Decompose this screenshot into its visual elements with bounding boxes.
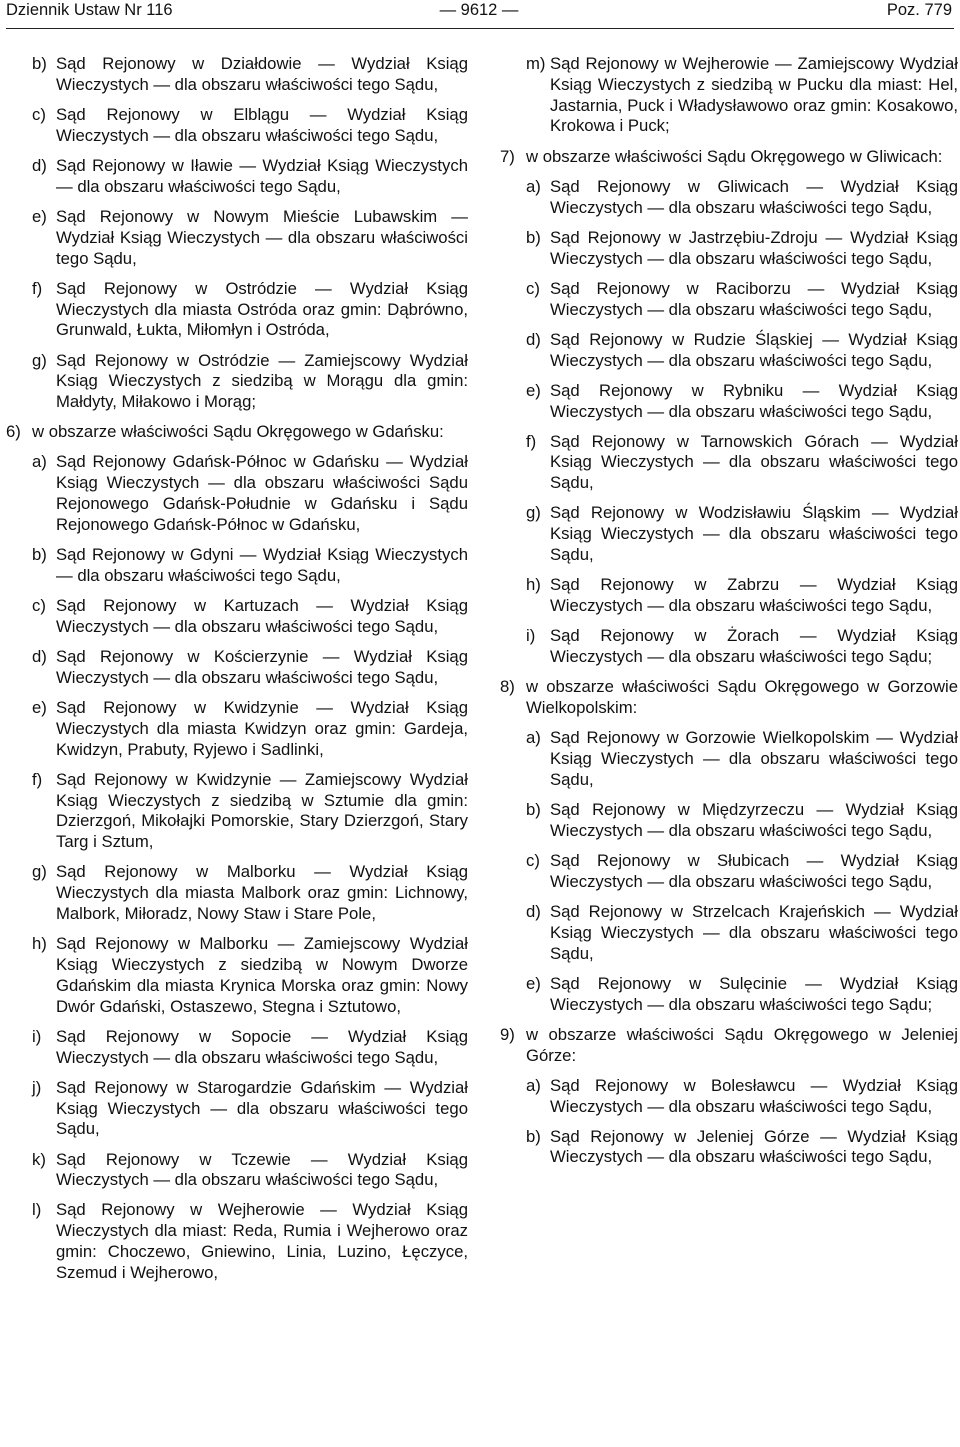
item-text: Sąd Rejonowy w Starogardzie Gdańskim — Wydział Ksiąg Wieczystych — dla obszaru właściwości tego Sądu,	[56, 1077, 468, 1139]
item-text: Sąd Rejonowy w Zabrzu — Wydział Ksiąg Wieczystych — dla obszaru właściwości tego Sądu,	[550, 575, 958, 616]
item-label: d)	[32, 155, 47, 175]
item-text: Sąd Rejonowy w Wejherowie — Wydział Ksiąg Wieczystych dla miast: Reda, Rumia i Wejherowo oraz gmin: Choczewo, Gniewino, Linia, Luzino, Łęczyce, Szemud i Wejherowo,	[56, 1200, 468, 1282]
list-item	[6, 1027, 468, 1069]
item-label: a)	[526, 176, 541, 196]
item-text: Sąd Rejonowy w Kwidzynie — Zamiejscowy Wydział Ksiąg Wieczystych z siedzibą w Sztumie dla gmin: Dzierzgoń, Mikołajki Pomorskie, Stary Dzierzgoń, Stary Targ i Sztum,	[56, 769, 468, 852]
list-item	[6, 156, 468, 198]
item-label: b)	[526, 227, 541, 247]
list-item	[500, 728, 958, 790]
item-label: e)	[526, 973, 541, 993]
item-label: g)	[32, 862, 47, 882]
item-text: Sąd Rejonowy w Ostródzie — Wydział Ksiąg Wieczystych dla miasta Ostróda oraz gmin: Dąbrówno, Grunwald, Łukta, Miłomłyn i Ostróda,	[56, 278, 468, 340]
item-text: Sąd Rejonowy w Iławie — Wydział Ksiąg Wieczystych — dla obszaru właściwości tego Sądu,	[56, 155, 468, 196]
right-column	[500, 54, 958, 1178]
item-label: e)	[526, 380, 541, 400]
list-item	[6, 351, 468, 413]
list-item	[500, 800, 958, 842]
list-item	[6, 54, 468, 96]
item-text: Sąd Rejonowy w Rudzie Śląskiej — Wydział Ksiąg Wieczystych — dla obszaru właściwości tego Sądu,	[550, 329, 958, 370]
item-label: e)	[32, 698, 47, 718]
item-text: Sąd Rejonowy w Międzyrzeczu — Wydział Ksiąg Wieczystych — dla obszaru właściwości tego Sądu,	[550, 799, 958, 840]
list-item	[6, 770, 468, 853]
item-text: Sąd Rejonowy w Ostródzie — Zamiejscowy Wydział Ksiąg Wieczystych z siedzibą w Morągu dla gmin: Małdyty, Miłakowo i Morąg;	[56, 350, 468, 412]
list-item	[6, 105, 468, 147]
item-text: Sąd Rejonowy w Tarnowskich Górach — Wydział Ksiąg Wieczystych — dla obszaru właściwości tego Sądu,	[550, 431, 958, 493]
item-label: j)	[32, 1077, 42, 1097]
item-label: f)	[526, 431, 537, 451]
list-item	[6, 934, 468, 1017]
item-label: a)	[32, 452, 47, 472]
section-heading	[500, 1025, 958, 1067]
item-text: Sąd Rejonowy w Działdowie — Wydział Ksiąg Wieczystych — dla obszaru właściwości tego Sądu,	[56, 54, 468, 94]
list-item	[6, 279, 468, 341]
item-text: Sąd Rejonowy w Malborku — Wydział Ksiąg Wieczystych dla miasta Malbork oraz gmin: Lichnowy, Malbork, Miłoradz, Nowy Staw i Stare Pole,	[56, 862, 468, 923]
header-divider	[6, 28, 954, 29]
item-label: d)	[32, 647, 47, 667]
list-item	[500, 1127, 958, 1169]
item-text: Sąd Rejonowy w Gliwicach — Wydział Ksiąg Wieczystych — dla obszaru właściwości tego Sądu,	[550, 176, 958, 217]
list-item	[500, 851, 958, 893]
list-item	[6, 596, 468, 638]
item-text: Sąd Rejonowy w Strzelcach Krajeńskich — Wydział Ksiąg Wieczystych — dla obszaru właściwości tego Sądu,	[550, 901, 958, 963]
item-text: Sąd Rejonowy w Żorach — Wydział Ksiąg Wieczystych — dla obszaru właściwości tego Sądu;	[550, 626, 958, 667]
list-item	[6, 1078, 468, 1140]
list-item	[500, 974, 958, 1016]
item-text: Sąd Rejonowy w Sopocie — Wydział Ksiąg Wieczystych — dla obszaru właściwości tego Sądu,	[56, 1026, 468, 1067]
item-label: e)	[32, 206, 47, 226]
item-text: Sąd Rejonowy Gdańsk-Północ w Gdańsku — Wydział Ksiąg Wieczystych — dla obszaru właściwości Sądu Rejonowego Gdańsk-Południe w Gdańsku i Sądu Rejonowego Gdańsk-Północ w Gdańsku,	[56, 452, 468, 534]
section-heading	[500, 147, 958, 168]
item-label: k)	[32, 1149, 46, 1169]
section-number: 8)	[500, 677, 515, 697]
item-label: h)	[32, 934, 47, 954]
item-label: c)	[526, 278, 540, 298]
item-text: Sąd Rejonowy w Kartuzach — Wydział Ksiąg Wieczystych — dla obszaru właściwości tego Sądu,	[56, 596, 468, 636]
item-text: Sąd Rejonowy w Rybniku — Wydział Ksiąg Wieczystych — dla obszaru właściwości tego Sądu,	[550, 380, 958, 421]
item-label: c)	[526, 850, 540, 870]
item-text: Sąd Rejonowy w Kwidzynie — Wydział Ksiąg Wieczystych dla miasta Kwidzyn oraz gmin: Gardeja, Kwidzyn, Prabuty, Ryjewo i Sadlinki,	[56, 698, 468, 759]
page-number: — 9612 —	[439, 1, 519, 19]
item-label: d)	[526, 329, 541, 349]
list-item	[6, 647, 468, 689]
item-label: h)	[526, 575, 541, 595]
list-item	[6, 698, 468, 760]
list-item	[500, 902, 958, 964]
item-label: d)	[526, 901, 541, 921]
item-label: b)	[526, 799, 541, 819]
item-text: Sąd Rejonowy w Jastrzębiu-Zdroju — Wydział Ksiąg Wieczystych — dla obszaru właściwości tego Sądu,	[550, 227, 958, 268]
item-label: a)	[526, 728, 541, 748]
list-item	[500, 177, 958, 219]
item-label: g)	[526, 503, 541, 523]
section-heading	[6, 422, 468, 443]
item-text: Sąd Rejonowy w Słubicach — Wydział Ksiąg Wieczystych — dla obszaru właściwości tego Sądu,	[550, 850, 958, 891]
left-column	[6, 54, 468, 1293]
list-item	[6, 862, 468, 924]
list-item	[500, 54, 958, 137]
item-text: Sąd Rejonowy w Nowym Mieście Lubawskim — Wydział Ksiąg Wieczystych — dla obszaru właściwości tego Sądu,	[56, 206, 468, 268]
item-text: Sąd Rejonowy w Elblągu — Wydział Ksiąg Wieczystych — dla obszaru właściwości tego Sądu,	[56, 104, 468, 145]
list-item	[500, 503, 958, 565]
item-label: f)	[32, 278, 43, 298]
item-label: b)	[32, 545, 47, 565]
item-text: Sąd Rejonowy w Malborku — Zamiejscowy Wydział Ksiąg Wieczystych z siedzibą w Nowym Dworze Gdańskim dla miasta Krynica Morska oraz gmin: Nowy Dwór Gdański, Ostaszewo, Stegna i Sztutowo,	[56, 934, 468, 1016]
section-heading	[500, 677, 958, 719]
item-text: Sąd Rejonowy w Sulęcinie — Wydział Ksiąg Wieczystych — dla obszaru właściwości tego Sądu;	[550, 973, 958, 1014]
list-item	[6, 1200, 468, 1283]
item-label: f)	[32, 769, 43, 789]
item-label: i)	[32, 1026, 42, 1046]
list-item	[500, 228, 958, 270]
list-item	[6, 452, 468, 535]
list-item	[500, 432, 958, 494]
item-label: c)	[32, 104, 46, 124]
item-text: Sąd Rejonowy w Tczewie — Wydział Ksiąg Wieczystych — dla obszaru właściwości tego Sądu,	[56, 1149, 468, 1190]
item-label: i)	[526, 626, 536, 646]
item-label: b)	[526, 1126, 541, 1146]
item-label: b)	[32, 54, 47, 73]
item-text: Sąd Rejonowy w Kościerzynie — Wydział Ksiąg Wieczystych — dla obszaru właściwości tego Sądu,	[56, 647, 468, 687]
item-label: l)	[32, 1200, 42, 1220]
item-label: c)	[32, 596, 46, 616]
section-number: 7)	[500, 146, 515, 166]
item-label: m)	[526, 54, 546, 73]
item-text: Sąd Rejonowy w Jeleniej Górze — Wydział Ksiąg Wieczystych — dla obszaru właściwości tego Sądu,	[550, 1126, 958, 1167]
journal-title: Dziennik Ustaw Nr 116	[6, 1, 173, 19]
section-text: w obszarze właściwości Sądu Okręgowego w Gliwicach:	[526, 146, 943, 166]
item-text: Sąd Rejonowy w Wejherowie — Zamiejscowy Wydział Ksiąg Wieczystych z siedzibą w Pucku dla miast: Hel, Jastarnia, Puck i Władysławowo oraz gmin: Kosakowo, Krokowa i Puck;	[550, 54, 958, 136]
section-text: w obszarze właściwości Sądu Okręgowego w Gorzowie Wielkopolskim:	[526, 677, 958, 718]
list-item	[6, 545, 468, 587]
list-item	[500, 1076, 958, 1118]
list-item	[6, 1150, 468, 1192]
item-text: Sąd Rejonowy w Wodzisławiu Śląskim — Wydział Ksiąg Wieczystych — dla obszaru właściwości tego Sądu,	[550, 503, 958, 565]
list-item	[500, 575, 958, 617]
item-label: a)	[526, 1075, 541, 1095]
list-item	[6, 207, 468, 269]
item-label: g)	[32, 350, 47, 370]
list-item	[500, 279, 958, 321]
position-number: Poz. 779	[886, 1, 952, 19]
section-text: w obszarze właściwości Sądu Okręgowego w Jeleniej Górze:	[526, 1024, 958, 1065]
list-item	[500, 330, 958, 372]
list-item	[500, 381, 958, 423]
item-text: Sąd Rejonowy w Gdyni — Wydział Ksiąg Wieczystych — dla obszaru właściwości tego Sądu,	[56, 545, 468, 585]
section-text: w obszarze właściwości Sądu Okręgowego w Gdańsku:	[32, 422, 444, 442]
page-header	[6, 0, 952, 24]
item-text: Sąd Rejonowy w Raciborzu — Wydział Ksiąg Wieczystych — dla obszaru właściwości tego Sądu,	[550, 278, 958, 319]
item-text: Sąd Rejonowy w Gorzowie Wielkopolskim — Wydział Ksiąg Wieczystych — dla obszaru właściwości tego Sądu,	[550, 728, 958, 789]
section-number: 6)	[6, 422, 21, 442]
list-item	[500, 626, 958, 668]
item-text: Sąd Rejonowy w Bolesławcu — Wydział Ksiąg Wieczystych — dla obszaru właściwości tego Sądu,	[550, 1075, 958, 1116]
section-number: 9)	[500, 1024, 515, 1044]
